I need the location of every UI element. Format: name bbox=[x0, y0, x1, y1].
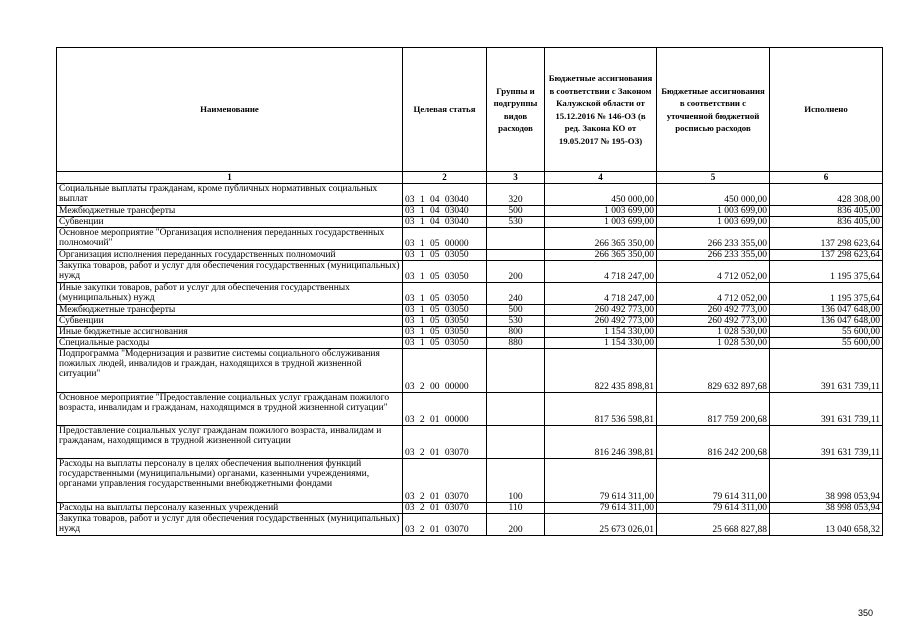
row-executed-amount: 38 998 053,94 bbox=[770, 459, 883, 503]
row-name: Межбюджетные трансферты bbox=[57, 305, 403, 316]
table-row bbox=[57, 184, 883, 206]
row-target-code: 03 1 05 03050 bbox=[403, 261, 487, 283]
row-executed-amount: 55 600,00 bbox=[770, 327, 883, 338]
row-law-amount: 25 673 026,01 bbox=[545, 514, 657, 536]
row-group-code: 320 bbox=[487, 184, 545, 206]
header-revised-allocations: Бюджетные ассигнования в соответствии с уточненной бюджетной росписью расходов bbox=[657, 48, 770, 172]
table-row bbox=[57, 206, 883, 217]
column-number: 6 bbox=[770, 172, 883, 184]
table-row bbox=[57, 459, 883, 503]
row-revised-amount: 79 614 311,00 bbox=[657, 503, 770, 514]
row-group-code bbox=[487, 393, 545, 426]
row-name: Субвенции bbox=[57, 217, 403, 228]
row-law-amount: 4 718 247,00 bbox=[545, 283, 657, 305]
row-name: Субвенции bbox=[57, 316, 403, 327]
row-target-code: 03 2 01 03070 bbox=[403, 503, 487, 514]
row-group-code: 200 bbox=[487, 261, 545, 283]
table-body bbox=[57, 184, 883, 536]
row-group-code: 110 bbox=[487, 503, 545, 514]
table-row bbox=[57, 349, 883, 393]
column-number: 1 bbox=[57, 172, 403, 184]
row-executed-amount: 137 298 623,64 bbox=[770, 228, 883, 250]
row-target-code: 03 2 00 00000 bbox=[403, 349, 487, 393]
row-target-code: 03 1 04 03040 bbox=[403, 206, 487, 217]
row-name: Межбюджетные трансферты bbox=[57, 206, 403, 217]
table-row bbox=[57, 514, 883, 536]
row-law-amount: 266 365 350,00 bbox=[545, 250, 657, 261]
row-group-code: 800 bbox=[487, 327, 545, 338]
row-revised-amount: 829 632 897,68 bbox=[657, 349, 770, 393]
row-executed-amount: 836 405,00 bbox=[770, 217, 883, 228]
row-law-amount: 1 154 330,00 bbox=[545, 338, 657, 349]
header-law-allocations: Бюджетные ассигнования в соответствии с Законом Калужской области от 15.12.2016 № 146-ОЗ (в ред. Закона КО от 19.05.2017 № 195-ОЗ) bbox=[545, 48, 657, 172]
row-revised-amount: 260 492 773,00 bbox=[657, 305, 770, 316]
row-target-code: 03 1 05 03050 bbox=[403, 250, 487, 261]
row-target-code: 03 1 05 00000 bbox=[403, 228, 487, 250]
row-executed-amount: 13 040 658,32 bbox=[770, 514, 883, 536]
row-executed-amount: 38 998 053,94 bbox=[770, 503, 883, 514]
row-executed-amount: 391 631 739,11 bbox=[770, 349, 883, 393]
row-revised-amount: 450 000,00 bbox=[657, 184, 770, 206]
row-target-code: 03 1 04 03040 bbox=[403, 184, 487, 206]
row-law-amount: 1 003 699,00 bbox=[545, 206, 657, 217]
row-law-amount: 817 536 598,81 bbox=[545, 393, 657, 426]
row-target-code: 03 1 04 03040 bbox=[403, 217, 487, 228]
column-number: 2 bbox=[403, 172, 487, 184]
row-executed-amount: 136 047 648,00 bbox=[770, 316, 883, 327]
header-group: Группы и подгруппы видов расходов bbox=[487, 48, 545, 172]
row-group-code: 500 bbox=[487, 206, 545, 217]
table-row bbox=[57, 426, 883, 459]
row-law-amount: 450 000,00 bbox=[545, 184, 657, 206]
table-row bbox=[57, 393, 883, 426]
table-row bbox=[57, 250, 883, 261]
row-group-code bbox=[487, 228, 545, 250]
row-revised-amount: 1 003 699,00 bbox=[657, 206, 770, 217]
row-target-code: 03 1 05 03050 bbox=[403, 283, 487, 305]
column-number-row bbox=[57, 172, 883, 184]
table-row bbox=[57, 217, 883, 228]
column-number: 4 bbox=[545, 172, 657, 184]
table-row bbox=[57, 305, 883, 316]
row-group-code bbox=[487, 426, 545, 459]
row-revised-amount: 4 712 052,00 bbox=[657, 283, 770, 305]
row-law-amount: 822 435 898,81 bbox=[545, 349, 657, 393]
row-name: Специальные расходы bbox=[57, 338, 403, 349]
row-executed-amount: 136 047 648,00 bbox=[770, 305, 883, 316]
row-group-code bbox=[487, 349, 545, 393]
row-group-code bbox=[487, 250, 545, 261]
row-name: Организация исполнения переданных государственных полномочий bbox=[57, 250, 403, 261]
row-group-code: 880 bbox=[487, 338, 545, 349]
row-revised-amount: 1 028 530,00 bbox=[657, 327, 770, 338]
row-law-amount: 1 003 699,00 bbox=[545, 217, 657, 228]
row-target-code: 03 2 01 03070 bbox=[403, 514, 487, 536]
row-executed-amount: 836 405,00 bbox=[770, 206, 883, 217]
row-name: Иные закупки товаров, работ и услуг для обеспечения государственных (муниципальных) нужд bbox=[57, 283, 403, 305]
table-row bbox=[57, 283, 883, 305]
row-law-amount: 260 492 773,00 bbox=[545, 305, 657, 316]
table-row bbox=[57, 261, 883, 283]
row-revised-amount: 25 668 827,88 bbox=[657, 514, 770, 536]
row-revised-amount: 266 233 355,00 bbox=[657, 250, 770, 261]
row-name: Закупка товаров, работ и услуг для обеспечения государственных (муниципальных) нужд bbox=[57, 261, 403, 283]
row-name: Расходы на выплаты персоналу казенных учреждений bbox=[57, 503, 403, 514]
row-law-amount: 1 154 330,00 bbox=[545, 327, 657, 338]
row-group-code: 240 bbox=[487, 283, 545, 305]
budget-table bbox=[56, 47, 883, 536]
row-name: Подпрограмма "Модернизация и развитие системы социального обслуживания пожилых людей, инвалидов и граждан, находящихся в трудной жизненной ситуации" bbox=[57, 349, 403, 393]
row-name: Предоставление социальных услуг гражданам пожилого возраста, инвалидам и гражданам, находящимся в трудной жизненной ситуации bbox=[57, 426, 403, 459]
row-group-code: 500 bbox=[487, 305, 545, 316]
row-revised-amount: 1 003 699,00 bbox=[657, 217, 770, 228]
column-number: 3 bbox=[487, 172, 545, 184]
header-executed: Исполнено bbox=[770, 48, 883, 172]
row-name: Основное мероприятие "Предоставление социальных услуг гражданам пожилого возраста, инвалидам и гражданам, находящимся в трудной жизненной ситуации" bbox=[57, 393, 403, 426]
row-executed-amount: 391 631 739,11 bbox=[770, 393, 883, 426]
row-revised-amount: 79 614 311,00 bbox=[657, 459, 770, 503]
row-name: Расходы на выплаты персоналу в целях обеспечения выполнения функций государственными (муниципальными) органами, казенными учреждениями, органами управления государственными внебюджетными фондами bbox=[57, 459, 403, 503]
row-executed-amount: 1 195 375,64 bbox=[770, 283, 883, 305]
row-law-amount: 4 718 247,00 bbox=[545, 261, 657, 283]
row-revised-amount: 817 759 200,68 bbox=[657, 393, 770, 426]
table-row bbox=[57, 338, 883, 349]
column-number: 5 bbox=[657, 172, 770, 184]
row-law-amount: 79 614 311,00 bbox=[545, 459, 657, 503]
row-executed-amount: 137 298 623,64 bbox=[770, 250, 883, 261]
row-target-code: 03 2 01 00000 bbox=[403, 393, 487, 426]
row-target-code: 03 2 01 03070 bbox=[403, 459, 487, 503]
row-group-code: 200 bbox=[487, 514, 545, 536]
table-row bbox=[57, 316, 883, 327]
header-name: Наименование bbox=[57, 48, 403, 172]
row-target-code: 03 1 05 03050 bbox=[403, 305, 487, 316]
row-target-code: 03 1 05 03050 bbox=[403, 327, 487, 338]
row-law-amount: 260 492 773,00 bbox=[545, 316, 657, 327]
row-group-code: 530 bbox=[487, 316, 545, 327]
row-group-code: 530 bbox=[487, 217, 545, 228]
row-revised-amount: 1 028 530,00 bbox=[657, 338, 770, 349]
row-executed-amount: 1 195 375,64 bbox=[770, 261, 883, 283]
row-revised-amount: 816 242 200,68 bbox=[657, 426, 770, 459]
header-row bbox=[57, 48, 883, 172]
row-revised-amount: 4 712 052,00 bbox=[657, 261, 770, 283]
header-target: Целевая статья bbox=[403, 48, 487, 172]
row-name: Закупка товаров, работ и услуг для обеспечения государственных (муниципальных) нужд bbox=[57, 514, 403, 536]
table-row bbox=[57, 503, 883, 514]
row-law-amount: 79 614 311,00 bbox=[545, 503, 657, 514]
page-number: 350 bbox=[858, 608, 874, 618]
row-target-code: 03 1 05 03050 bbox=[403, 316, 487, 327]
table-row bbox=[57, 327, 883, 338]
row-revised-amount: 266 233 355,00 bbox=[657, 228, 770, 250]
row-name: Основное мероприятие "Организация исполнения переданных государственных полномочий" bbox=[57, 228, 403, 250]
row-executed-amount: 391 631 739,11 bbox=[770, 426, 883, 459]
row-revised-amount: 260 492 773,00 bbox=[657, 316, 770, 327]
table-row bbox=[57, 228, 883, 250]
row-law-amount: 266 365 350,00 bbox=[545, 228, 657, 250]
row-target-code: 03 1 05 03050 bbox=[403, 338, 487, 349]
row-name: Иные бюджетные ассигнования bbox=[57, 327, 403, 338]
row-group-code: 100 bbox=[487, 459, 545, 503]
row-law-amount: 816 246 398,81 bbox=[545, 426, 657, 459]
row-name: Социальные выплаты гражданам, кроме публичных нормативных социальных выплат bbox=[57, 184, 403, 206]
row-target-code: 03 2 01 03070 bbox=[403, 426, 487, 459]
row-executed-amount: 55 600,00 bbox=[770, 338, 883, 349]
row-executed-amount: 428 308,00 bbox=[770, 184, 883, 206]
